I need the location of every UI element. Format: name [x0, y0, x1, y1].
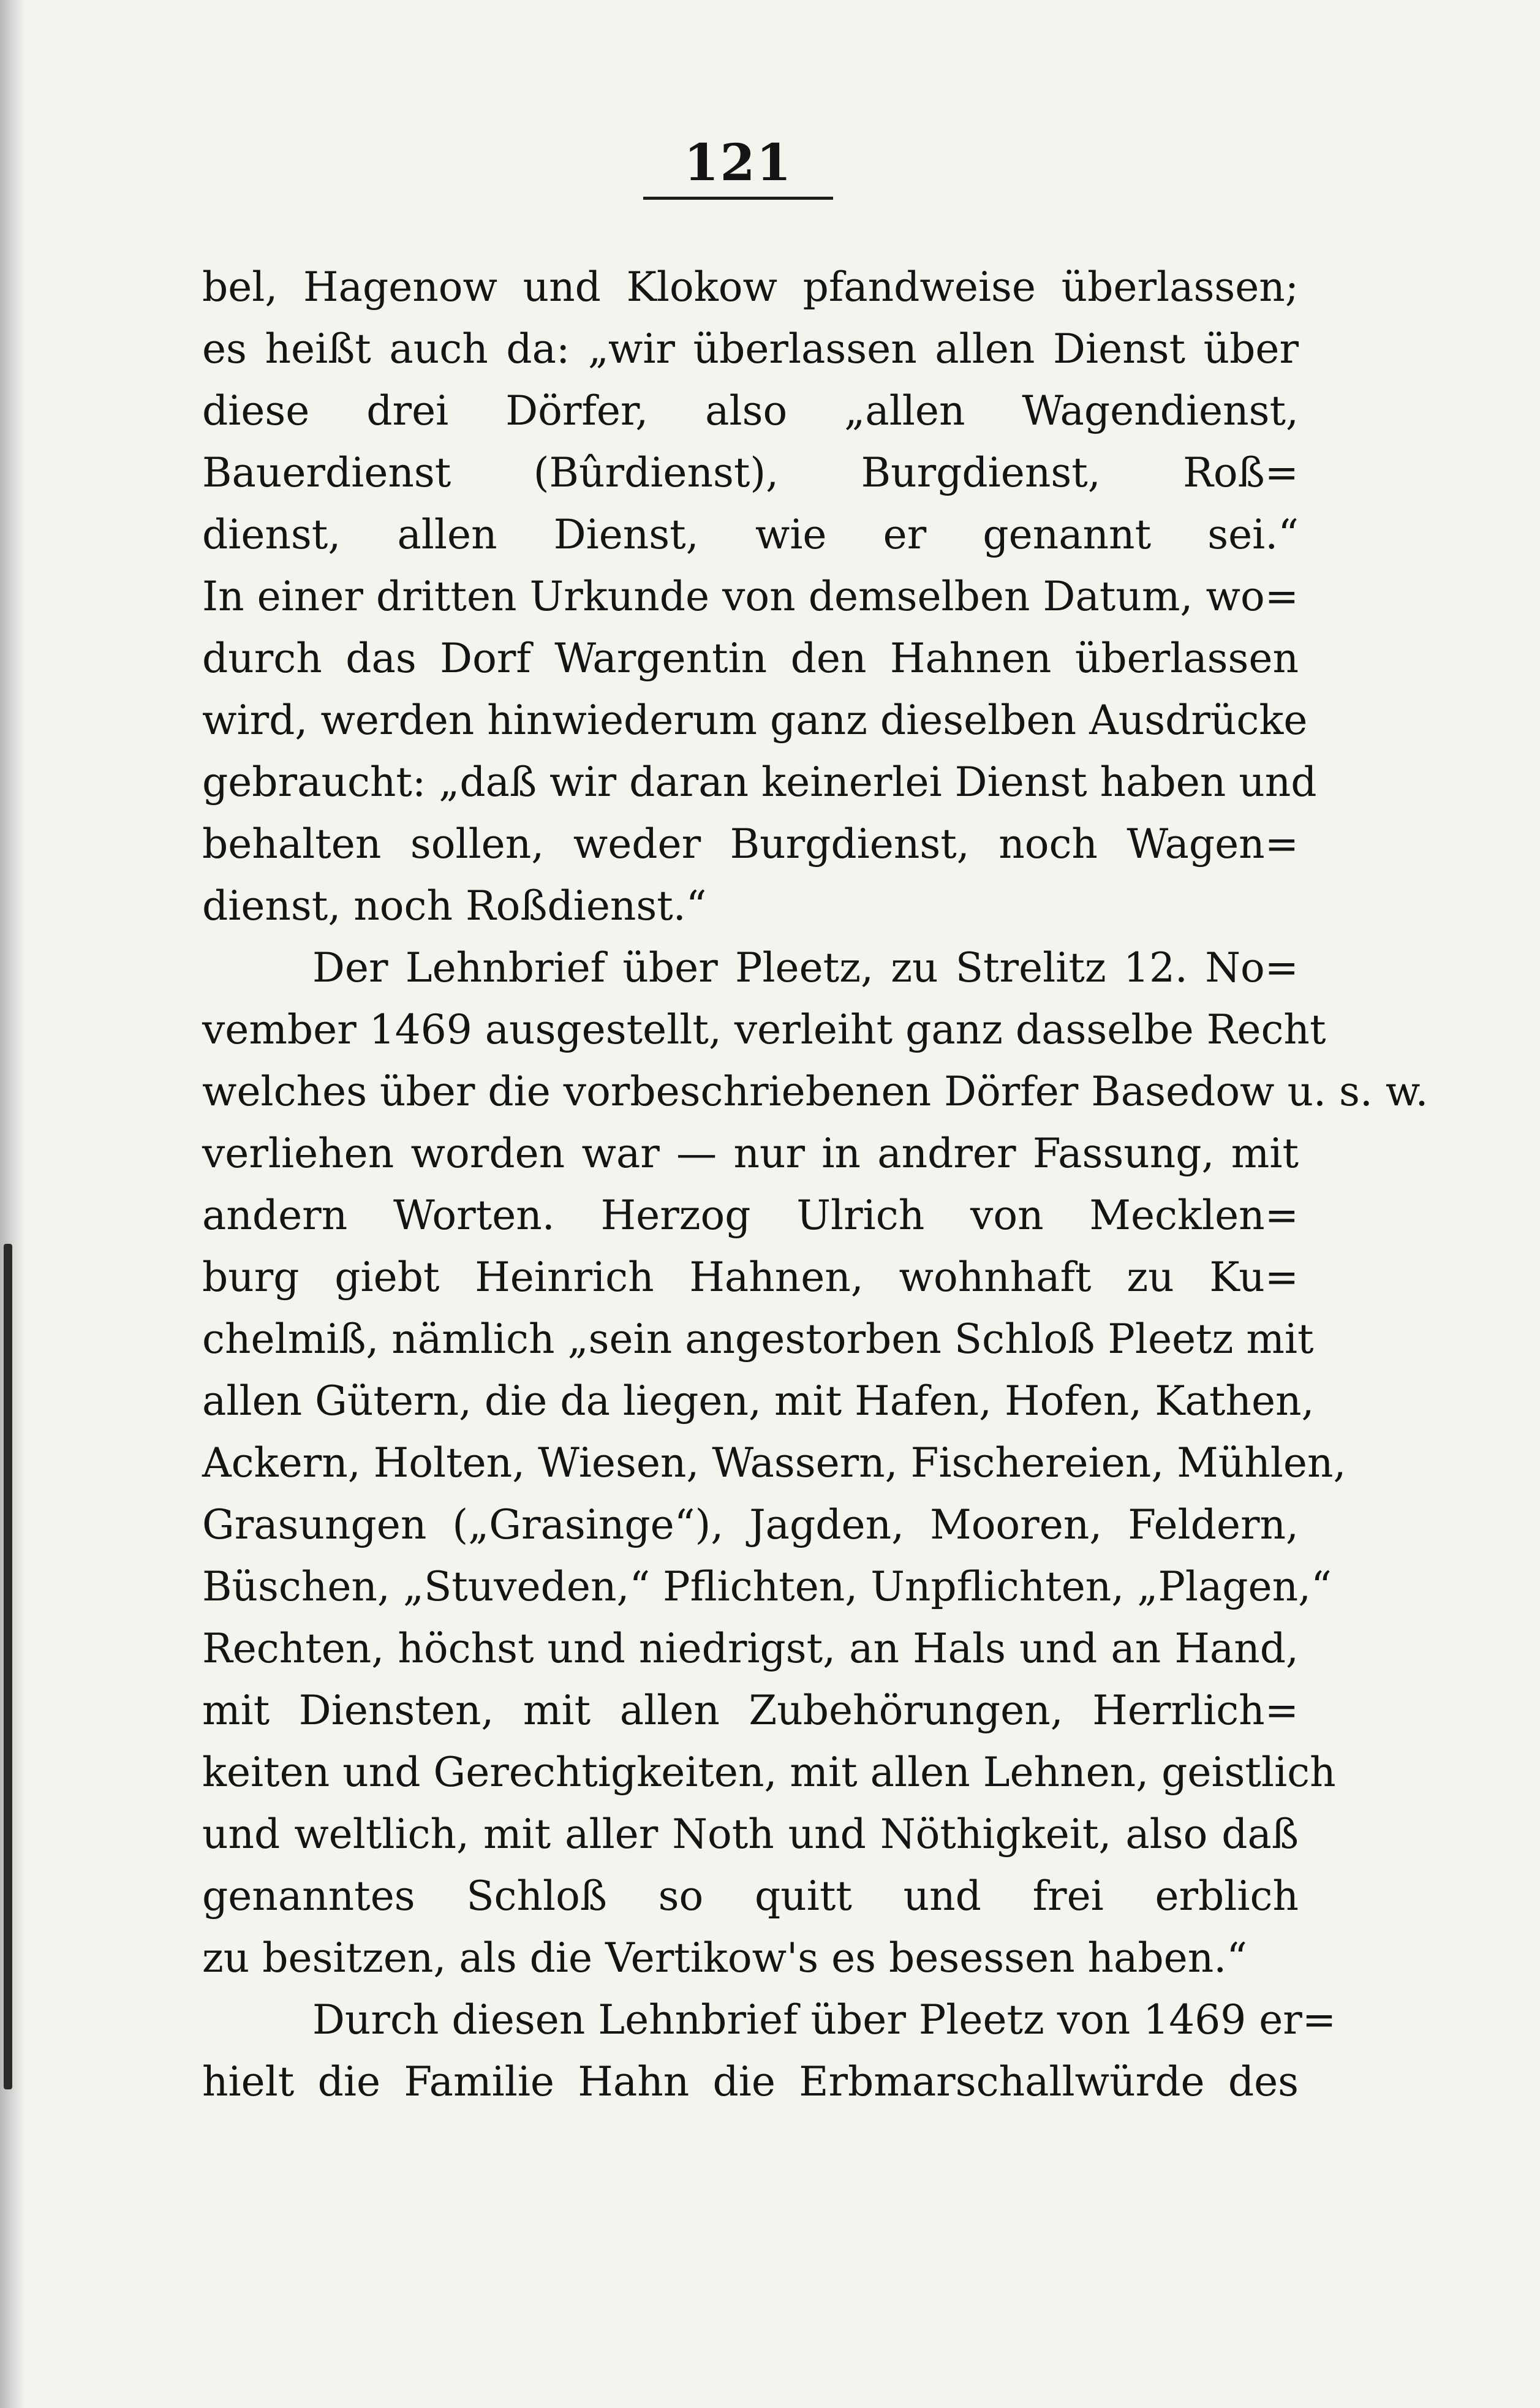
- binding-edge-mark: [4, 1244, 12, 2089]
- text-line: Ackern, Holten, Wiesen, Wassern, Fischereien, Mühlen,: [202, 1439, 1346, 1486]
- text-line: mit Diensten, mit allen Zubehörungen, Herrlich=: [202, 1687, 1299, 1734]
- text-line: chelmiß, nämlich „sein angestorben Schloß Pleetz mit: [202, 1316, 1314, 1363]
- page-header: [643, 134, 833, 200]
- text-line: zu besitzen, als die Vertikow's es besessen haben.“: [202, 1934, 1247, 1982]
- text-line: dienst, allen Dienst, wie er genannt sei.“: [202, 511, 1299, 558]
- page-number: 121: [684, 134, 793, 192]
- text-line: gebraucht: „daß wir daran keinerlei Dienst haben und: [202, 759, 1317, 806]
- text-line: hielt die Familie Hahn die Erbmarschallwürde des: [202, 2058, 1299, 2105]
- text-line: burg giebt Heinrich Hahnen, wohnhaft zu Ku=: [202, 1254, 1299, 1301]
- text-line: und weltlich, mit aller Noth und Nöthigkeit, also daß: [202, 1811, 1299, 1858]
- text-line: allen Gütern, die da liegen, mit Hafen, Hofen, Kathen,: [202, 1377, 1315, 1425]
- paragraph-start-line: Der Lehnbrief über Pleetz, zu Strelitz 12. No=: [312, 944, 1299, 991]
- text-line: In einer dritten Urkunde von demselben Datum, wo=: [202, 573, 1299, 620]
- text-line: Bauerdienst (Bûrdienst), Burgdienst, Roß=: [202, 449, 1299, 496]
- text-line: welches über die vorbeschriebenen Dörfer Basedow u. s. w.: [202, 1068, 1429, 1115]
- text-line: bel, Hagenow und Klokow pfandweise überlassen;: [202, 263, 1299, 311]
- text-line: behalten sollen, weder Burgdienst, noch Wagen=: [202, 820, 1299, 868]
- text-line: vember 1469 ausgestellt, verleiht ganz dasselbe Recht: [202, 1006, 1326, 1053]
- text-line: Grasungen („Grasinge“), Jagden, Mooren, Feldern,: [202, 1501, 1299, 1548]
- text-line: wird, werden hinwiederum ganz dieselben Ausdrücke: [202, 697, 1308, 744]
- body-text: [202, 256, 1429, 2113]
- text-line: Büschen, „Stuveden,“ Pflichten, Unpflichten, „Plagen,“: [202, 1563, 1332, 1610]
- text-line: es heißt auch da: „wir überlassen allen Dienst über: [202, 325, 1299, 373]
- text-line: keiten und Gerechtigkeiten, mit allen Lehnen, geistlich: [202, 1749, 1336, 1796]
- text-line: andern Worten. Herzog Ulrich von Mecklen=: [202, 1192, 1299, 1239]
- text-line: diese drei Dörfer, also „allen Wagendienst,: [202, 387, 1299, 434]
- text-line: dienst, noch Roßdienst.“: [202, 882, 707, 930]
- text-line: durch das Dorf Wargentin den Hahnen überlassen: [202, 635, 1299, 682]
- page-number-rule: [643, 197, 833, 200]
- text-line: Rechten, höchst und niedrigst, an Hals und an Hand,: [202, 1625, 1299, 1672]
- text-line: verliehen worden war — nur in andrer Fassung, mit: [202, 1130, 1299, 1177]
- text-line: genanntes Schloß so quitt und frei erblich: [202, 1872, 1299, 1920]
- paragraph-start-line: Durch diesen Lehnbrief über Pleetz von 1469 er=: [312, 1996, 1337, 2043]
